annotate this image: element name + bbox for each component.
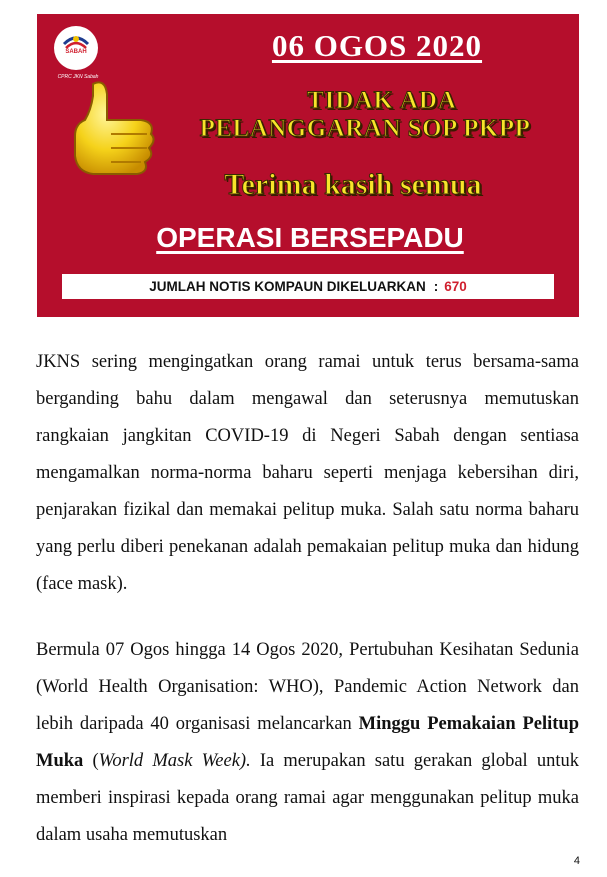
logo-label: SABAH <box>65 49 87 55</box>
operation-title: OPERASI BERSEPADU <box>156 222 464 253</box>
paragraph-1: JKNS sering mengingatkan orang ramai untuk terus bersama-sama berganding bahu dalam mengawal dan seterusnya memutuskan rangkaian jangkitan COVID-19 di Negeri Sabah dengan sentiasa mengamalkan norma-norma baharu seperti menjaga kebersihan diri, penjarakan fizikal dan memakai pelitup muka. Salah satu norma baharu yang perlu diberi penekanan adalah pemakaian pelitup muka dan hidung (face mask). <box>36 352 579 594</box>
paragraph-2 <box>36 632 579 854</box>
campaign-name: Minggu Pemakaian Pelitup Muka <box>36 714 579 771</box>
notice-value: 670 <box>444 279 467 294</box>
campaign-english-name: World Mask Week). <box>98 751 251 771</box>
logo-emblem-icon <box>60 30 92 60</box>
page-number: 4 <box>573 855 580 867</box>
headline-line-1: TIDAK ADA <box>307 87 457 114</box>
infographic-banner <box>37 14 579 317</box>
notice-bar <box>62 274 554 299</box>
jkn-sabah-logo <box>54 26 98 70</box>
headline-line-2: PELANGGARAN SOP PKPP <box>199 115 531 142</box>
thumbs-up-icon <box>63 76 159 194</box>
paragraph-2-text: Bermula 07 Ogos hingga 14 Ogos 2020, Pertubuhan Kesihatan Sedunia (World Health Organisation: WHO), Pandemic Action Network dan lebih daripada 40 organisasi melancarkan <box>36 640 579 734</box>
paragraph-2-continuation: Ia merupakan satu gerakan global untuk memberi inspirasi kepada orang ramai agar menggunakan pelitup muka dalam usaha memutuskan <box>36 751 579 845</box>
paren-open: ( <box>83 751 99 771</box>
notice-label: JUMLAH NOTIS KOMPAUN DIKELUARKAN <box>149 279 426 294</box>
logo-caption: CPRC JKN Sabah <box>57 74 99 80</box>
thanks-text: Terima kasih semua <box>224 168 482 201</box>
banner-date: 06 OGOS 2020 <box>271 28 483 63</box>
notice-separator: : <box>433 279 439 294</box>
